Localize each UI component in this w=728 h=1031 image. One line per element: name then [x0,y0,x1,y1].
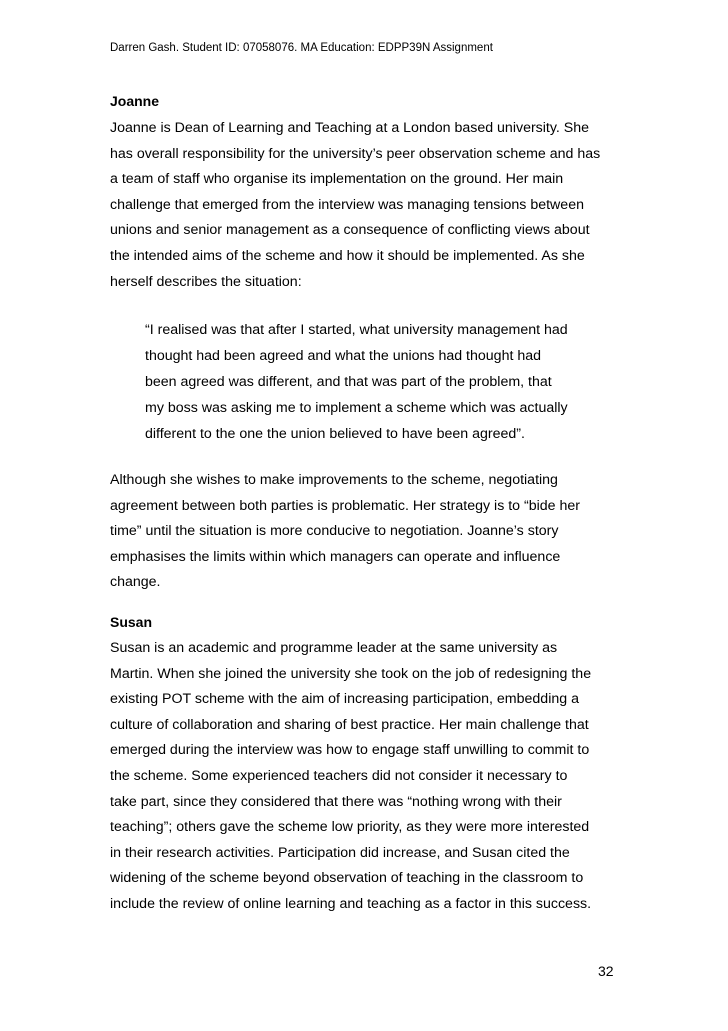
text-line: widening of the scheme beyond observation of teaching in the classroom to [110,870,584,887]
text-line: change. [110,574,161,591]
section-heading-joanne: Joanne [110,93,160,109]
joanne-quote [145,317,615,447]
quote-line: thought had been agreed and what the unions had thought had [145,348,542,364]
quote-line: my boss was asking me to implement a scheme which was actually [145,400,568,416]
text-line: emphasises the limits within which managers can operate and influence [110,548,561,565]
text-line: Martin. When she joined the university she took on the job of redesigning the [110,665,592,682]
text-line: time” until the situation is more conducive to negotiation. Joanne’s story [110,523,559,540]
text-line: has overall responsibility for the university’s peer observation scheme and has [110,145,601,162]
text-line: agreement between both parties is problematic. Her strategy is to “bide her [110,497,581,514]
text-line: culture of collaboration and sharing of best practice. Her main challenge that [110,716,589,733]
section-heading-susan: Susan [110,614,153,630]
quote-line: different to the one the union believed to have been agreed”. [145,426,525,442]
susan-paragraph-1 [110,636,630,918]
text-line: unions and senior management as a consequence of conflicting views about [110,222,590,239]
text-line: emerged during the interview was how to engage staff unwilling to commit to [110,742,590,759]
text-line: include the review of online learning and teaching as a factor in this success. [110,895,592,912]
running-header: Darren Gash. Student ID: 07058076. MA Education: EDPP39N Assignment [110,42,493,54]
joanne-paragraph-2 [110,468,630,596]
text-line: a team of staff who organise its implementation on the ground. Her main [110,171,564,188]
text-line: Although she wishes to make improvements to the scheme, negotiating [110,472,558,488]
quote-line: “I realised was that after I started, what university management had [145,322,568,338]
page-number: 32 [598,963,614,979]
text-line: challenge that emerged from the interview was managing tensions between [110,196,584,213]
quote-line: been agreed was different, and that was part of the problem, that [145,374,552,390]
text-line: in their research activities. Participation did increase, and Susan cited the [110,844,570,861]
text-line: teaching”; others gave the scheme low priority, as they were more interested [110,819,590,836]
text-line: the scheme. Some experienced teachers did not consider it necessary to [110,767,568,784]
text-line: existing POT scheme with the aim of increasing participation, embedding a [110,691,579,708]
text-line: Susan is an academic and programme leader at the same university as [110,640,558,656]
text-line: Joanne is Dean of Learning and Teaching at a London based university. She [110,120,590,136]
text-line: take part, since they considered that there was “nothing wrong with their [110,793,562,810]
text-line: the intended aims of the scheme and how it should be implemented. As she [110,247,585,264]
text-line: herself describes the situation: [110,273,302,290]
joanne-paragraph-1 [110,116,630,295]
